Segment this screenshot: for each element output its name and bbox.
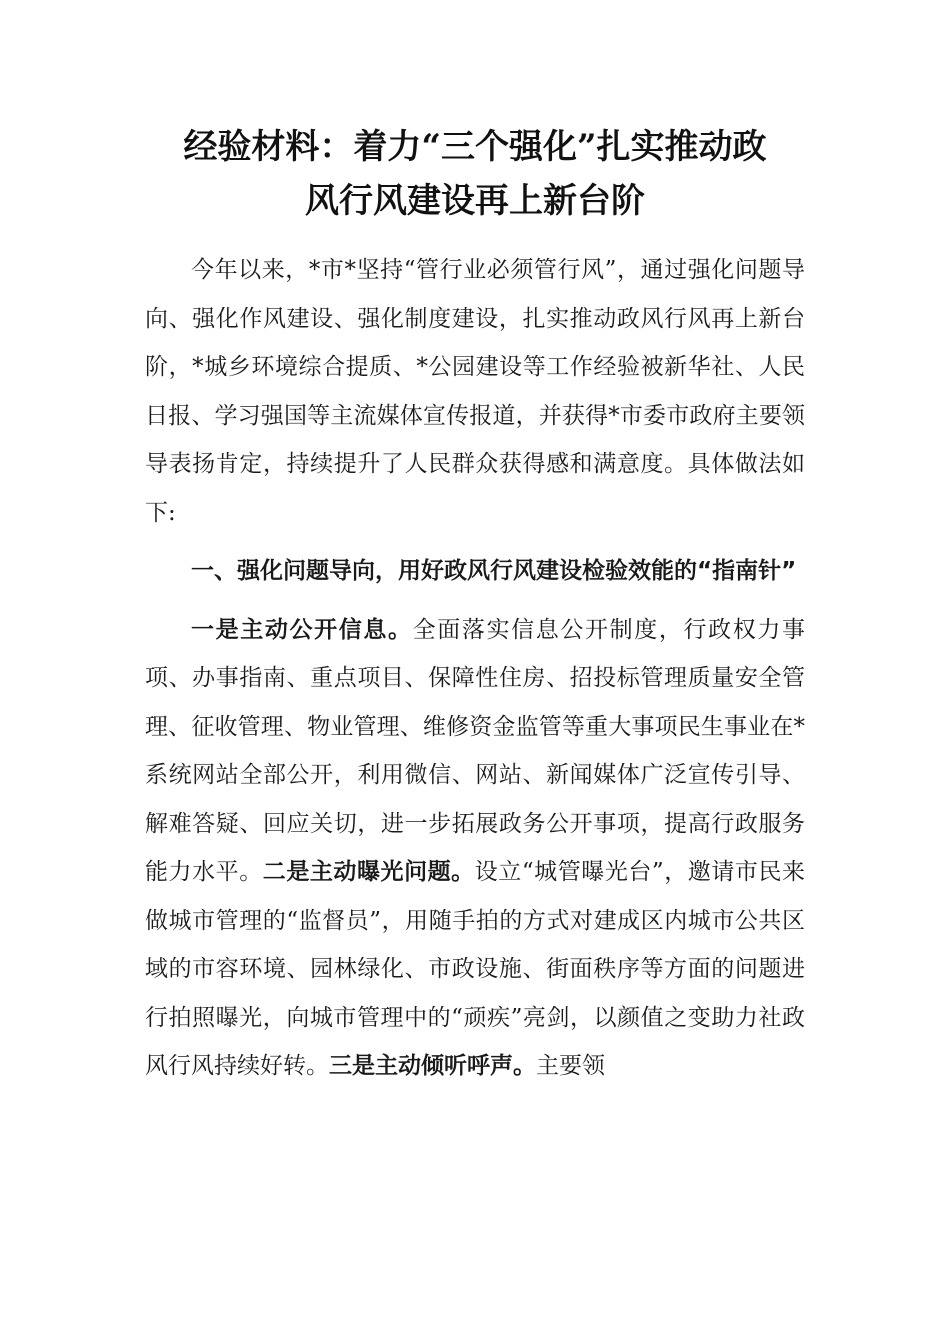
point-lead-2: 二是主动曝光问题。 [262, 859, 475, 885]
point-lead-1: 一是主动公开信息。 [191, 616, 413, 643]
body-paragraph [145, 606, 805, 1091]
document-title [140, 120, 810, 228]
document-body [145, 246, 805, 1091]
section-heading-1: 一、强化问题导向，用好政风行风建设检验效能的“指南针” [191, 558, 797, 584]
title-line-1: 经验材料：着力“三个强化”扎实推动政 [183, 127, 767, 167]
point-lead-3: 三是主动倾听呼声。 [329, 1053, 536, 1079]
point-text-2: 设立“城管曝光台”，邀请市民来做城市管理的“监督员”，用随手拍的方式对建成区内城市公共区域的市容环境、园林绿化、市政设施、街面秩序等方面的问题进行拍照曝光，向城市管理中的“顽疾”亮剑，以颜值之变助力社政风行风持续好转。 [145, 859, 806, 1079]
point-text-3: 主要领 [536, 1053, 605, 1079]
intro-paragraph: 今年以来，*市*坚持“管行业必须管行风”，通过强化问题导向、强化作风建设、强化制度建设，扎实推动政风行风再上新台阶，*城乡环境综合提质、*公园建设等工作经验被新华社、人民日报、学习强国等主流媒体宣传报道，并获得*市委市政府主要领导表扬肯定，持续提升了人民群众获得感和满意度。具体做法如下: [145, 257, 805, 526]
point-text-1: 全面落实信息公开制度，行政权力事项、办事指南、重点项目、保障性住房、招投标管理质量安全管理、征收管理、物业管理、维修资金监管等重大事项民生事业在*系统网站全部公开，利用微信、网站、新闻媒体广泛宣传引导、解难答疑、回应关切，进一步拓展政务公开事项，提高行政服务能力水平。 [145, 616, 805, 885]
title-line-2: 风行风建设再上新台阶 [305, 181, 645, 221]
